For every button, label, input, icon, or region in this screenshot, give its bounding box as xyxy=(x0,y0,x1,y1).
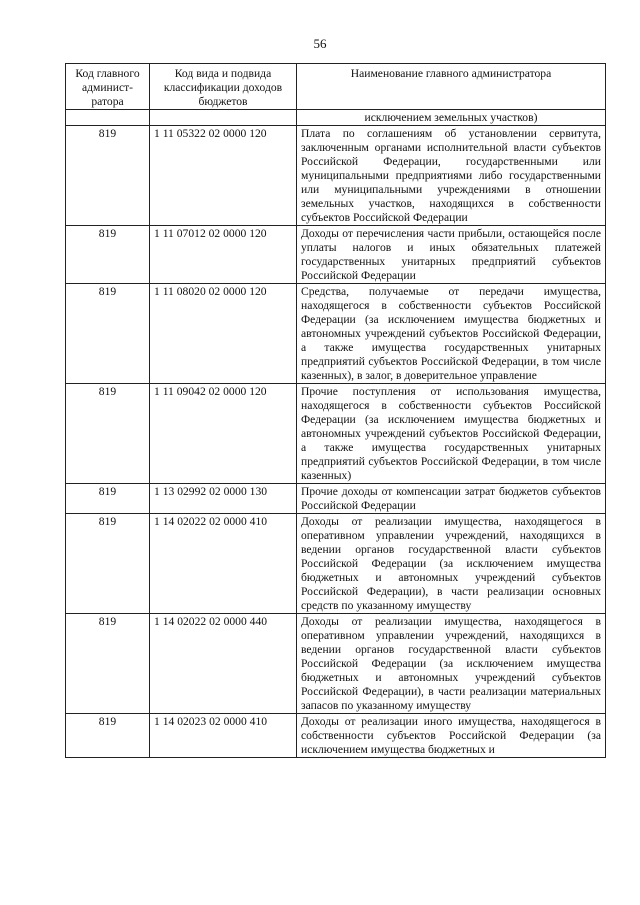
kbk-cell: 1 11 09042 02 0000 120 xyxy=(150,384,297,484)
admin-code-cell: 819 xyxy=(66,514,150,614)
admin-code-cell: 819 xyxy=(66,384,150,484)
admin-code-cell: 819 xyxy=(66,614,150,714)
admin-name-cell: Прочие доходы от компенсации затрат бюджетов субъектов Российской Федерации xyxy=(297,484,606,514)
admin-code-cell: 819 xyxy=(66,714,150,758)
kbk-cell: 1 11 05322 02 0000 120 xyxy=(150,126,297,226)
kbk-cell: 1 11 08020 02 0000 120 xyxy=(150,284,297,384)
table-row xyxy=(66,714,606,758)
admin-name-cell: Средства, получаемые от передачи имущества, находящегося в собственности субъектов Российской Федерации (за исключением имущества бюджетных и автономных учреждений субъектов Российской Федерации, а также имущества государственных унитарных предприятий субъектов Российской Федерации, в том числе казенных), в залог, в доверительное управление xyxy=(297,284,606,384)
admin-name-cell: Прочие поступления от использования имущества, находящегося в собственности субъектов Российской Федерации (за исключением имущества бюджетных и автономных учреждений субъектов Российской Федерации, а также имущества государственных унитарных предприятий субъектов Российской Федерации, в том числе казенных) xyxy=(297,384,606,484)
table-row xyxy=(66,126,606,226)
kbk-cell: 1 14 02022 02 0000 410 xyxy=(150,514,297,614)
header-admin-name: Наименование главного администратора xyxy=(297,64,606,110)
table-row xyxy=(66,514,606,614)
table-row xyxy=(66,284,606,384)
admin-name-cell: Доходы от реализации имущества, находящегося в оперативном управлении учреждений, находящихся в ведении органов государственной власти субъектов Российской Федерации (за исключением имущества бюджетных и автономных учреждений субъектов Российской Федерации), в части реализации основных средств по указанному имуществу xyxy=(297,514,606,614)
table-row xyxy=(66,226,606,284)
kbk-cell: 1 14 02022 02 0000 440 xyxy=(150,614,297,714)
admin-name-cell: Доходы от перечисления части прибыли, остающейся после уплаты налогов и иных обязательных платежей государственных унитарных предприятий субъектов Российской Федерации xyxy=(297,226,606,284)
kbk-cell: 1 14 02023 02 0000 410 xyxy=(150,714,297,758)
table-header-row xyxy=(66,64,606,110)
continuation-text: исключением земельных участков) xyxy=(297,110,606,126)
page-number: 56 xyxy=(313,36,327,51)
admin-code-cell: 819 xyxy=(66,484,150,514)
admin-code-cell: 819 xyxy=(66,126,150,226)
header-kbk: Код вида и подвида классификации доходов бюджетов xyxy=(150,64,297,110)
admin-name-cell: Доходы от реализации имущества, находящегося в оперативном управлении учреждений, находящихся в ведении органов государственной власти субъектов Российской Федерации (за исключением имущества бюджетных и автономных учреждений субъектов Российской Федерации), в части реализации материальных запасов по указанному имуществу xyxy=(297,614,606,714)
admin-name-cell: Плата по соглашениям об установлении сервитута, заключенным органами исполнительной власти субъектов Российской Федерации, государственными или муниципальными предприятиями либо государственными или муниципальными учреждениями в отношении земельных участков, находящихся в собственности субъектов Российской Федерации xyxy=(297,126,606,226)
table-row xyxy=(66,484,606,514)
admin-name-cell: Доходы от реализации иного имущества, находящегося в собственности субъектов Российской Федерации (за исключением имущества бюджетных и xyxy=(297,714,606,758)
kbk-cell: 1 11 07012 02 0000 120 xyxy=(150,226,297,284)
continuation-empty-cell xyxy=(66,110,150,126)
revenue-administrators-table xyxy=(65,63,606,758)
kbk-cell: 1 13 02992 02 0000 130 xyxy=(150,484,297,514)
table-row xyxy=(66,614,606,714)
admin-code-cell: 819 xyxy=(66,226,150,284)
table-row xyxy=(66,384,606,484)
continuation-empty-cell xyxy=(150,110,297,126)
header-admin-code: Код главного админист-ратора xyxy=(66,64,150,110)
continuation-row xyxy=(66,110,606,126)
admin-code-cell: 819 xyxy=(66,284,150,384)
